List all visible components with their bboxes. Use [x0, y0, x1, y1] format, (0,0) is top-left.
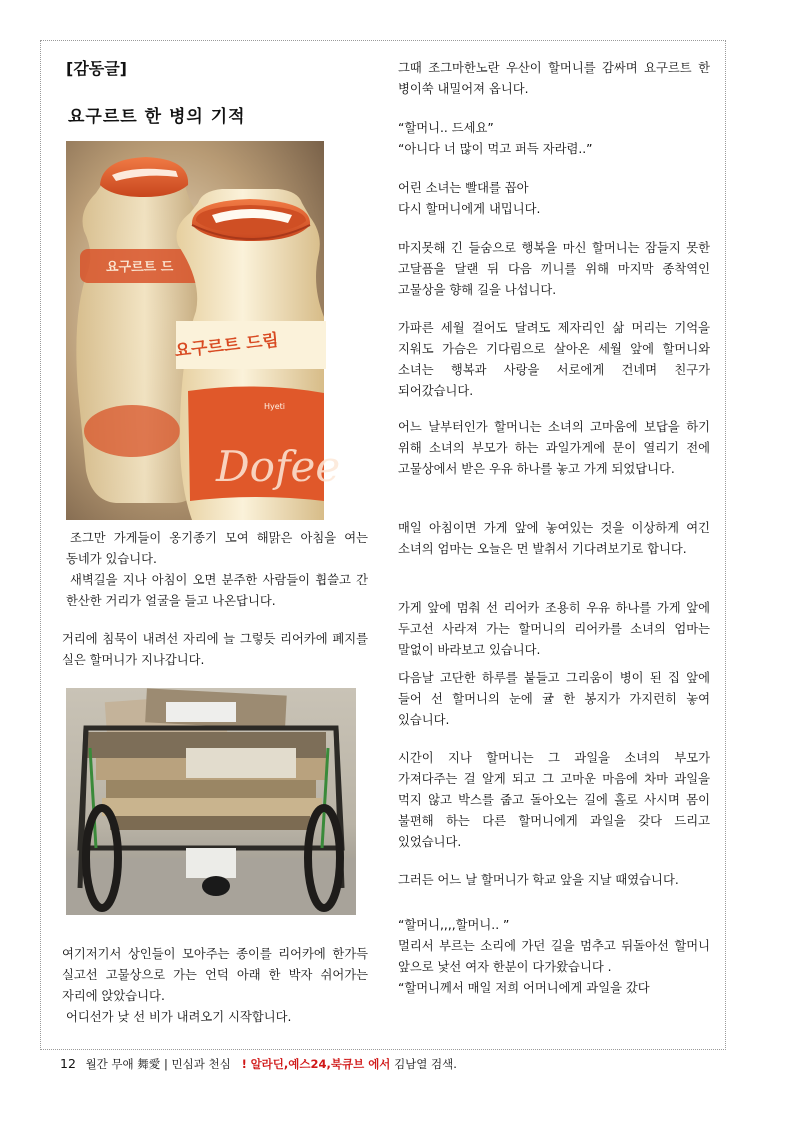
right-paragraph-8	[398, 598, 710, 661]
paragraph: 마지못해 긴 들숨으로 행복을 마신 할머니는 잠들지 못한 고달픔을 달랜 뒤 다음 끼니를 위해 마지막 종착역인 고물상을 향해 길을 나섭니다.	[398, 241, 710, 297]
right-paragraph-9	[398, 668, 710, 731]
right-paragraph-6	[398, 417, 710, 480]
left-paragraph-1	[66, 528, 368, 612]
paragraph: “아니다 너 많이 먹고 퍼득 자라렴..”	[398, 142, 593, 156]
right-paragraph-3	[398, 178, 710, 220]
right-paragraph-12	[398, 915, 710, 999]
paragraph: 매일 아침이면 가게 앞에 놓여있는 것을 이상하게 여긴 소녀의 엄마는 오늘은 먼 발취서 기다려보기로 합니다.	[398, 521, 710, 556]
paragraph: “할머니,,,,할머니.. ”	[398, 918, 510, 932]
page-footer	[60, 1056, 720, 1072]
paragraph: 다시 할머니에게 내밉니다.	[398, 202, 541, 216]
left-paragraph-3	[62, 944, 368, 1028]
right-paragraph-4	[398, 238, 710, 301]
paragraph: 가파른 세월 걸어도 달려도 제자리인 삶 머리는 기억을 지워도 가슴은 기다림으로 살아온 세월 앞에 할머니와 소녀는 행복과 사랑을 서로에게 건네며 친구가 되어갔습니다.	[398, 321, 710, 398]
paragraph: 가게 앞에 멈춰 선 리어카 조용히 우유 하나를 가게 앞에 두고선 사라져 가는 할머니의 리어카를 소녀의 엄마는 말없이 바라보고 있습니다.	[398, 601, 710, 657]
category-label: [감동글]	[66, 59, 127, 78]
paragraph: 새벽길을 지나 아침이 오면 분주한 사람들이 휩쓸고 간 한산한 거리가 얼굴을 들고 나온답니다.	[66, 573, 368, 608]
left-paragraph-2	[62, 629, 368, 671]
paragraph: “할머니께서 매일 저희 어머니에게 과일을 갔다	[398, 981, 650, 995]
footer-marker: !	[241, 1057, 247, 1071]
promo-text: 알라딘,예스24,북큐브 에서	[250, 1057, 391, 1071]
article-headline: 요구르트 한 병의 기적	[68, 107, 246, 127]
paragraph: 그러든 어느 날 할머니가 학교 앞을 지날 때였습니다.	[398, 873, 679, 887]
paragraph: “할머니.. 드세요”	[398, 121, 494, 135]
paragraph: 여기저기서 상인들이 모아주는 종이를 리어카에 한가득 실고선 고물상으로 가는 언덕 아래 한 박자 쉬어가는 자리에 앉았습니다.	[62, 947, 368, 1003]
small-brand-label: Hyeti	[264, 402, 286, 411]
paragraph: 어느 날부터인가 할머니는 소녀의 고마움에 보답을 하기 위해 소녀의 부모가 하는 과일가게에 문이 열리기 전에 고물상에서 받은 우유 하나를 놓고 가게 되었답니다.	[398, 420, 710, 476]
publication-name: 월간 무애 舞愛 | 민심과 천심	[85, 1057, 231, 1071]
right-paragraph-11	[398, 870, 710, 891]
right-paragraph-5	[398, 318, 710, 402]
search-text: 김남열 검색.	[394, 1057, 457, 1071]
page-number: 12	[60, 1056, 76, 1071]
yogurt-bottles-photo	[66, 141, 341, 520]
paragraph: 조그만 가게들이 옹기종기 모여 해맑은 아침을 여는 동네가 있습니다.	[66, 531, 368, 566]
paragraph: 어린 소녀는 빨대를 꼽아	[398, 181, 529, 195]
paragraph: 어디선가 낮 선 비가 내려오기 시작합니다.	[66, 1010, 292, 1024]
cart-with-cardboard-photo	[66, 688, 356, 915]
paragraph: 다음날 고단한 하루를 붙들고 그리움이 병이 된 집 앞에 들어 선 할머니의 눈에 귤 한 봉지가 가지런히 놓여 있습니다.	[398, 671, 710, 727]
right-paragraph-1	[398, 58, 710, 100]
right-dialogue-1	[398, 118, 710, 160]
paragraph: 멀리서 부르는 소리에 가던 길을 멈추고 뒤돌아선 할머니 앞으로 낯선 여자 한분이 다가왔습니다 .	[398, 939, 710, 974]
right-paragraph-7	[398, 518, 710, 560]
paragraph: 시간이 지나 할머니는 그 과일을 소녀의 부모가 가져다주는 걸 알게 되고 그 고마운 마음에 차마 과일을 먹지 않고 박스를 줍고 돌아오는 길에 홀로 사시며 몸이 불편해 하는 다른 할머니에게 과일을 갖다 드리고 있었습니다.	[398, 751, 710, 849]
back-bottle-label: 요구르트 드	[106, 260, 174, 275]
front-bottle-label: 요구르트 드림	[173, 330, 280, 362]
right-paragraph-10	[398, 748, 710, 853]
paragraph: 거리에 침묵이 내려선 자리에 늘 그렇듯 리어카에 폐지를 실은 할머니가 지나갑니다.	[62, 632, 368, 667]
paragraph: 그때 조그마한노란 우산이 할머니를 감싸며 요구르트 한 병이쑥 내밀어져 옵니다.	[398, 61, 710, 96]
brand-script: Dofee	[216, 442, 341, 491]
left-header	[66, 56, 368, 127]
